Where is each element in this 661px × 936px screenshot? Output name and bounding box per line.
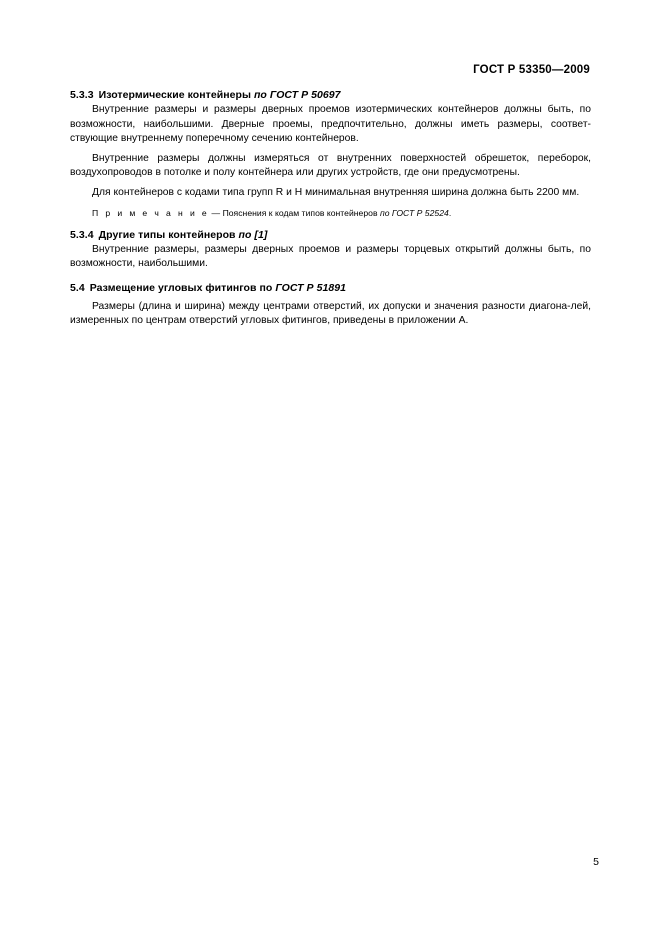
section-title-plain: Изотермические контейнеры [98,89,254,101]
spacer [70,220,591,228]
paragraph: Внутренние размеры и размеры дверных проемов изотермических контейнеров должны быть, по возможности, наибольшими. Дверные проемы, предпочтительно, должны иметь размеры, соответ-ствующие внутреннему поперечному сечению контейнеров. [70,104,591,145]
note-reference: по ГОСТ Р 52524 [379,207,449,218]
section-heading-5-3-4 [70,228,591,242]
section-heading-5-3-3 [70,88,591,102]
section-number: 5.3.4 [70,228,94,241]
note-dash: — [209,207,223,218]
section-title-plain: Размещение угловых фитингов по [89,281,276,294]
section-title-reference: по [1] [238,228,268,241]
section-number: 5.4 [70,281,85,294]
standard-number: ГОСТ Р 53350—2009 [473,64,590,76]
paragraph: Внутренние размеры должны измеряться от внутренних поверхностей обрешеток, переборок, воздухопроводов в потолке и полу контейнера или других устройств, где они предусмотрены. [70,152,591,179]
paragraph: Внутренние размеры, размеры дверных проемов и размеры торцевых открытий должны быть, по возможности, наибольшими. [70,243,591,270]
note-primechanie [70,206,591,220]
page-number: 5 [593,856,599,868]
page-content [70,88,591,329]
section-title-reference: ГОСТ Р 51891 [275,281,347,294]
note-period: . [448,207,452,218]
paragraph: Размеры (длина и ширина) между центрами отверстий, их допуски и значения разности диагона-лей, измеренных по центрам отверстий угловых фитингов, приведены в приложении А. [70,300,591,327]
paragraph: Для контейнеров с кодами типа групп R и Н минимальная внутренняя ширина должна быть 2200 мм. [92,186,580,198]
section-number: 5.3.3 [70,89,94,101]
section-title-reference: по ГОСТ Р 50697 [253,89,341,101]
note-text: Пояснения к кодам типов контейнеров [222,207,380,218]
section-title-plain: Другие типы контейнеров [98,228,239,241]
note-label: П р и м е ч а н и е [92,207,210,218]
section-heading-5-4 [70,281,591,295]
page-header [70,64,590,76]
spacer [70,272,591,281]
